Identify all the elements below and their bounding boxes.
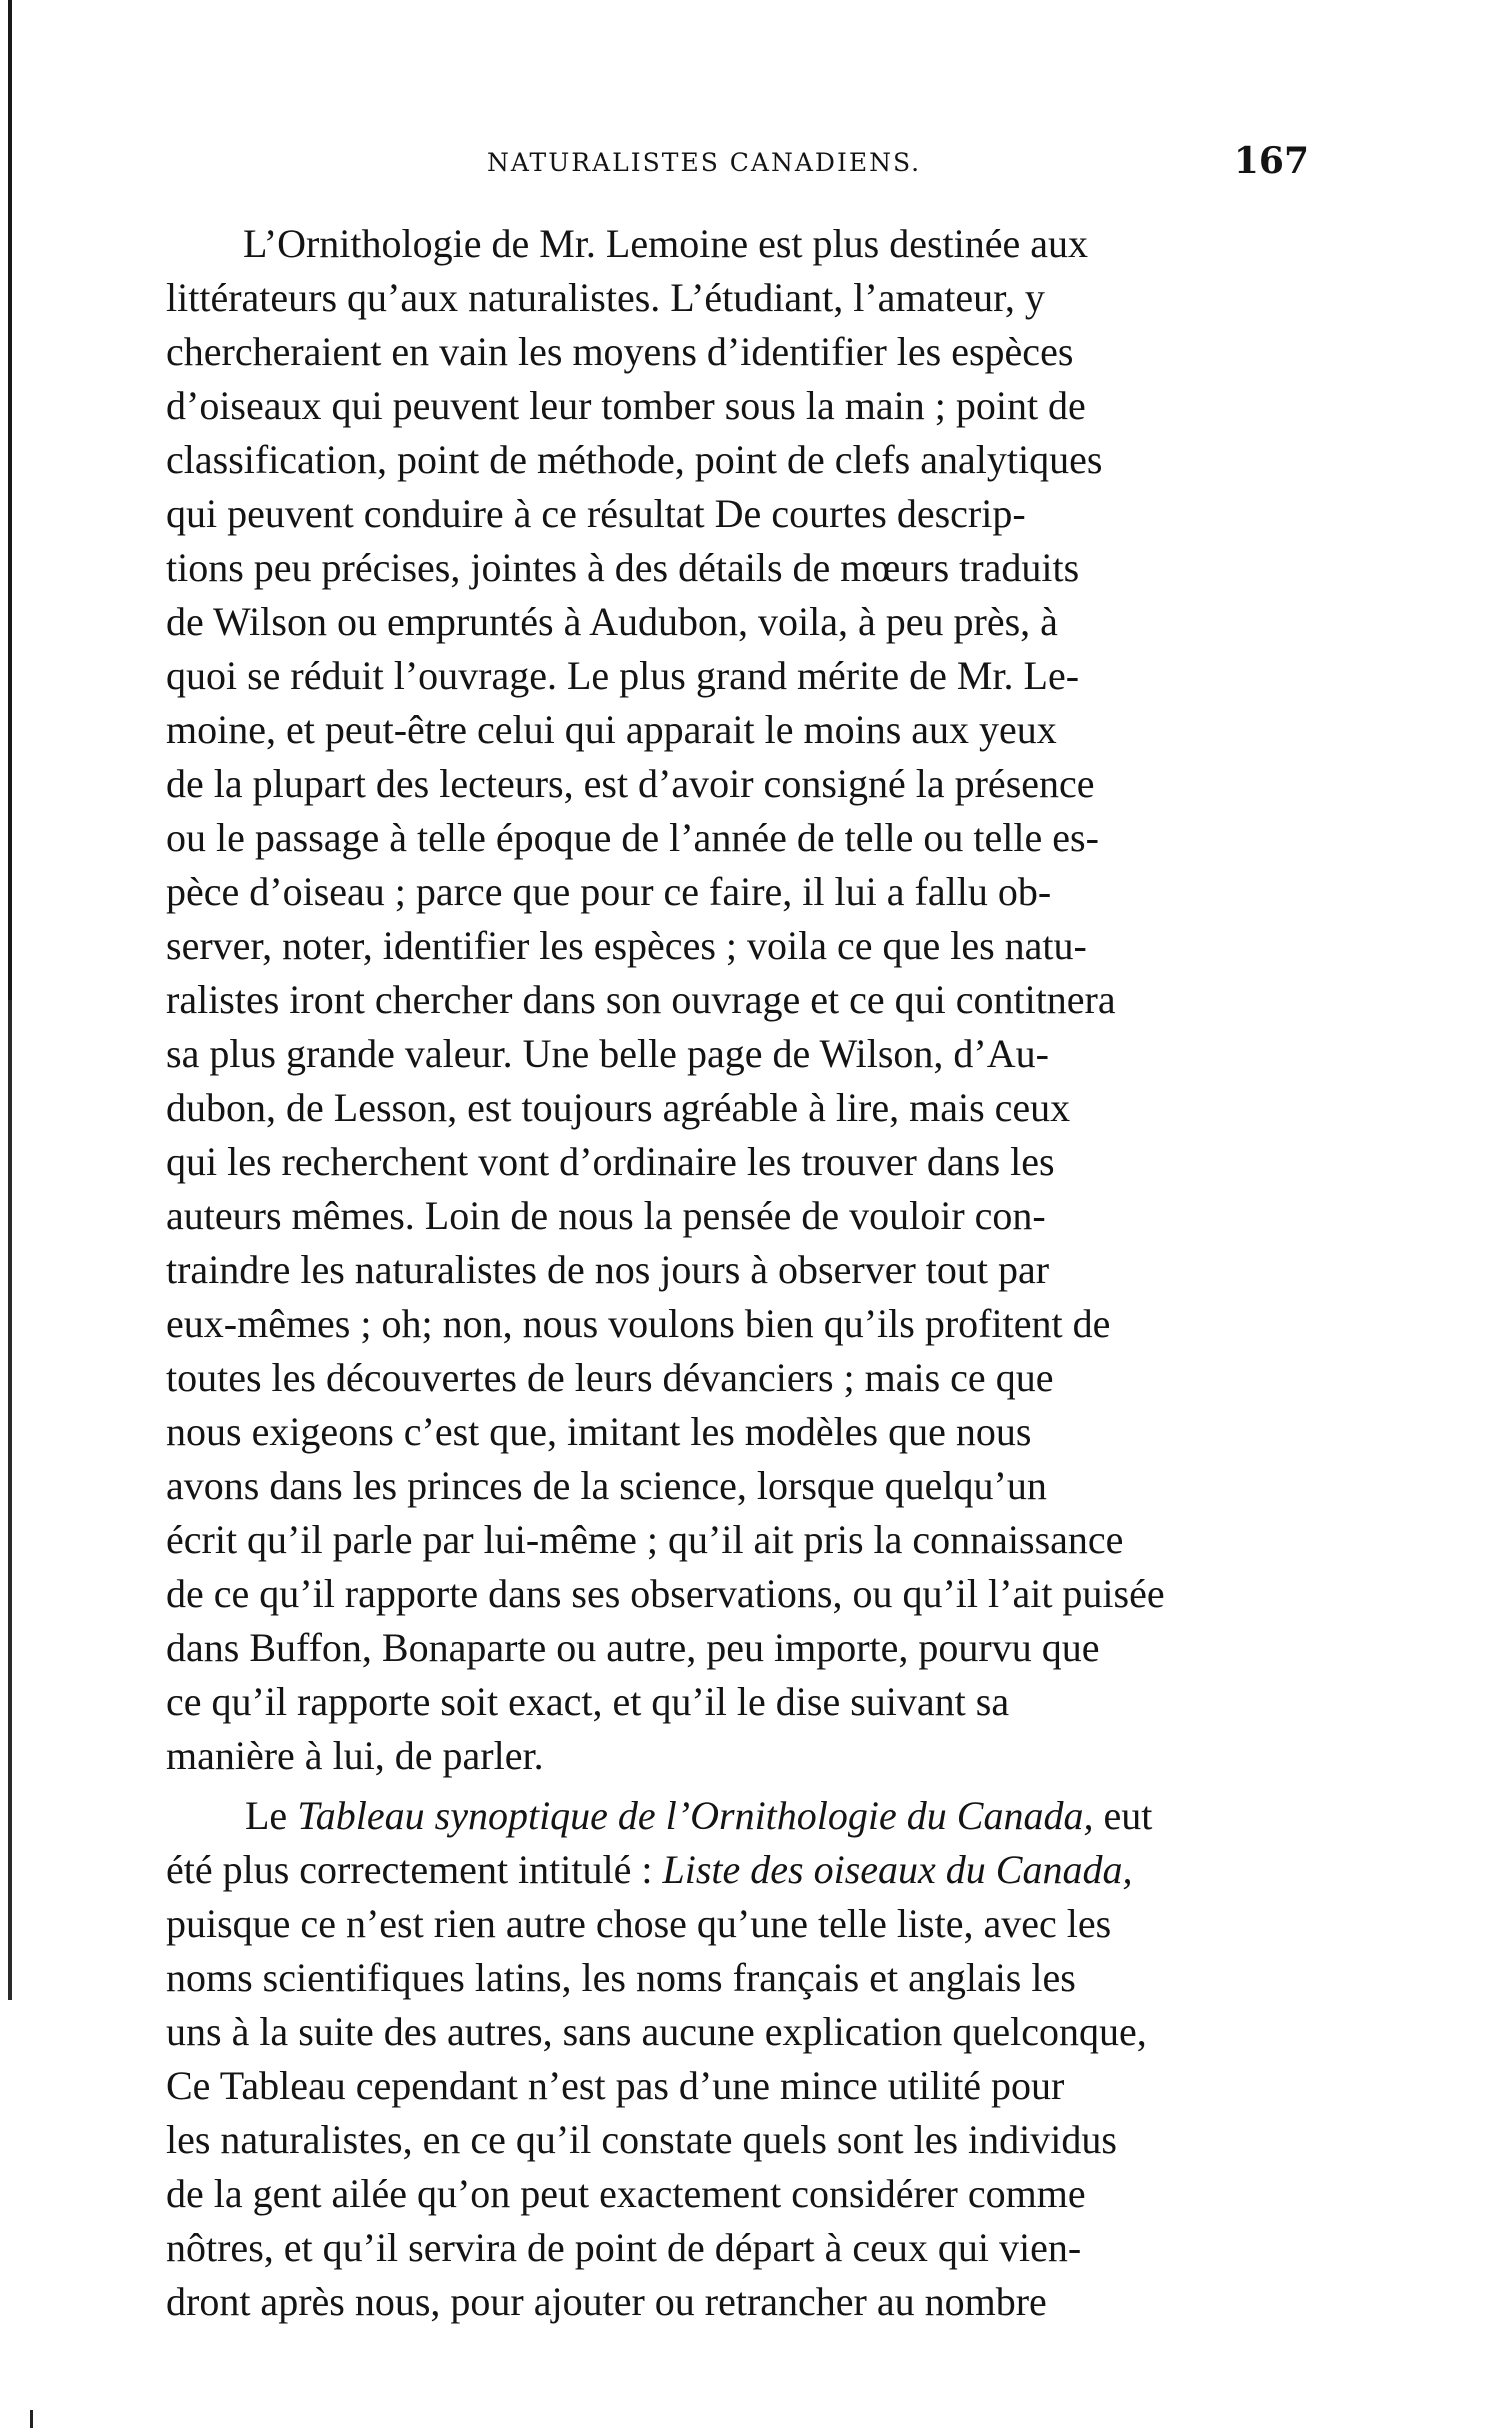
book-title-italic: Tableau synoptique de l’Ornithologie du Canada, [297,1793,1094,1838]
running-title: NATURALISTES CANADIENS. [487,148,922,177]
text-line: classification, point de méthode, point de clefs analytiques [166,437,1103,482]
text-line: nous exigeons c’est que, imitant les modèles que nous [166,1409,1032,1454]
text-line: dront après nous, pour ajouter ou retrancher au nombre [166,2279,1047,2324]
text-line: ou le passage à telle époque de l’année de telle ou telle es- [166,815,1099,860]
text-line: uns à la suite des autres, sans aucune explication quelconque, [166,2009,1147,2054]
text-line: dubon, de Lesson, est toujours agréable à lire, mais ceux [166,1085,1071,1130]
text-line: Ce Tableau cependant n’est pas d’une mince utilité pour [166,2063,1065,2108]
text-line: quoi se réduit l’ouvrage. Le plus grand mérite de Mr. Le- [166,653,1080,698]
text-line: ce qu’il rapporte soit exact, et qu’il le dise suivant sa [166,1679,1010,1724]
text-line: eux-mêmes ; oh; non, nous voulons bien qu’ils profitent de [166,1301,1111,1346]
text-line: chercheraient en vain les moyens d’identifier les espèces [166,329,1074,374]
text-line: moine, et peut-être celui qui apparait le moins aux yeux [166,707,1057,752]
text-line: avons dans les princes de la science, lorsque quelqu’un [166,1463,1047,1508]
page-edge-rule [8,0,12,1000]
text-run: été plus correctement intitulé : [166,1847,663,1892]
text-line: littérateurs qu’aux naturalistes. L’étudiant, l’amateur, y [166,275,1045,320]
page-number: 167 [1233,140,1309,182]
text-line: nôtres, et qu’il servira de point de départ à ceux qui vien- [166,2225,1082,2270]
text-line: server, noter, identifier les espèces ; voila ce que les natu- [166,923,1087,968]
text-line: les naturalistes, en ce qu’il constate quels sont les individus [166,2117,1117,2162]
running-header [487,140,1309,190]
margin-mark [30,2410,33,2428]
text-line: pèce d’oiseau ; parce que pour ce faire, il lui a fallu ob- [166,869,1052,914]
text-line: dans Buffon, Bonaparte ou autre, peu importe, pourvu que [166,1625,1100,1670]
text-line: de la plupart des lecteurs, est d’avoir consigné la présence [166,761,1095,806]
text-run: Le [245,1793,298,1838]
text-line-last: manière à lui, de parler. [166,1733,544,1778]
text-line: de ce qu’il rapporte dans ses observations, ou qu’il l’ait puisée [166,1571,1165,1616]
text-line: L’Ornithologie de Mr. Lemoine est plus destinée aux [243,221,1089,266]
text-line: sa plus grande valeur. Une belle page de Wilson, d’Au- [166,1031,1049,1076]
text-line: toutes les découvertes de leurs dévanciers ; mais ce que [166,1355,1054,1400]
text-line: de la gent ailée qu’on peut exactement considérer comme [166,2171,1086,2216]
text-line [245,1793,1303,1838]
text-line: qui les recherchent vont d’ordinaire les trouver dans les [166,1139,1055,1184]
text-line: puisque ce n’est rien autre chose qu’une telle liste, avec les [166,1901,1112,1946]
text-line: de Wilson ou empruntés à Audubon, voila, à peu près, à [166,599,1058,644]
page-edge-rule-lower [8,1000,12,2000]
text-line: ralistes iront chercher dans son ouvrage et ce qui contitnera [166,977,1116,1022]
text-line [166,1847,1303,1892]
text-line: d’oiseaux qui peuvent leur tomber sous la main ; point de [166,383,1086,428]
alt-title-italic: Liste des oiseaux du Canada, [662,1847,1133,1892]
text-line: écrit qu’il parle par lui-même ; qu’il ait pris la connaissance [166,1517,1124,1562]
text-line: traindre les naturalistes de nos jours à observer tout par [166,1247,1050,1292]
text-line: noms scientifiques latins, les noms français et anglais les [166,1955,1076,2000]
text-line: auteurs mêmes. Loin de nous la pensée de vouloir con- [166,1193,1046,1238]
text-line: qui peuvent conduire à ce résultat De courtes descrip- [166,491,1026,536]
text-run: eut [1093,1793,1153,1838]
text-line: tions peu précises, jointes à des détails de mœurs traduits [166,545,1080,590]
